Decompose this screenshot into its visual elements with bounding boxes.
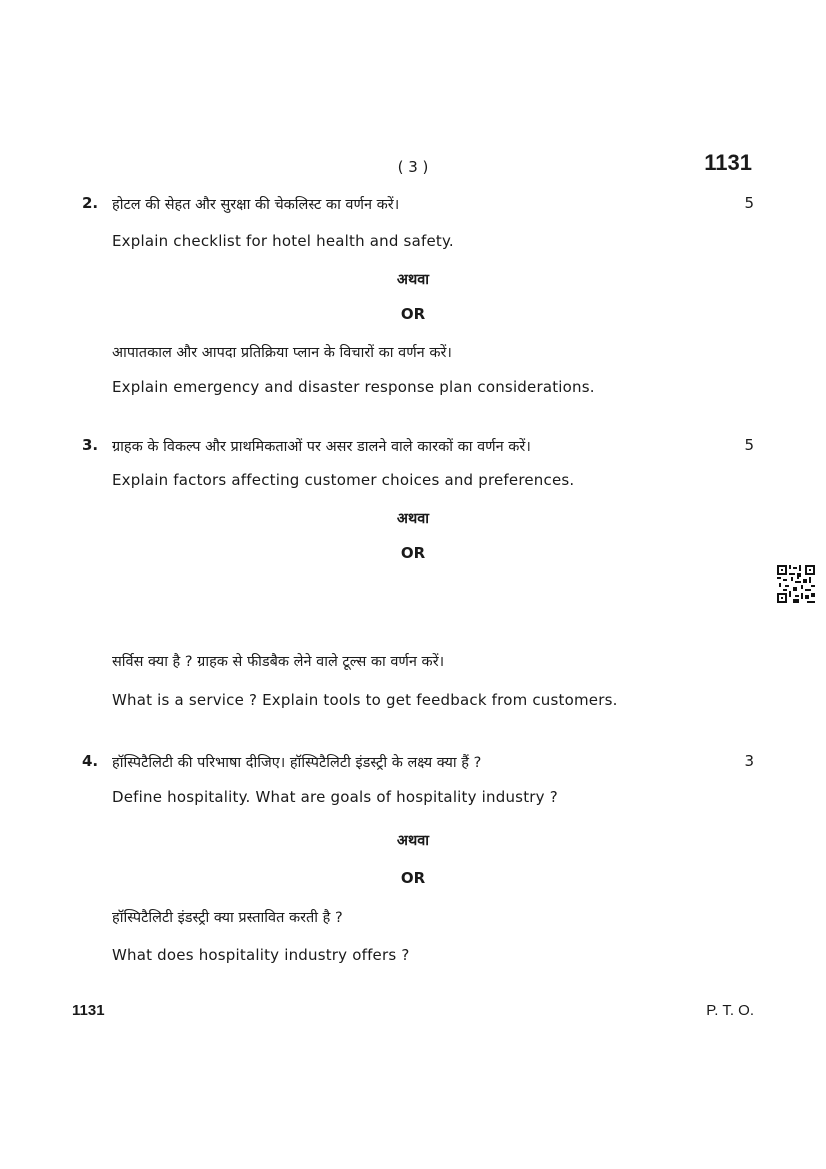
alternative-text-hindi: हॉस्पिटैलिटी इंडस्ट्री क्या प्रस्तावित करती है ? bbox=[112, 910, 343, 926]
or-hindi: अथवा bbox=[396, 272, 430, 288]
question-text-english: Explain factors affecting customer choices and preferences. bbox=[112, 471, 575, 489]
question-text-english: Explain checklist for hotel health and safety. bbox=[112, 232, 454, 250]
question-text-english: Define hospitality. What are goals of hospitality industry ? bbox=[112, 788, 558, 806]
question-marks: 5 bbox=[744, 194, 754, 212]
page-number: ( 3 ) bbox=[397, 158, 429, 176]
or-hindi: अथवा bbox=[396, 833, 430, 849]
alternative-text-hindi: आपातकाल और आपदा प्रतिक्रिया प्लान के विचारों का वर्णन करें। bbox=[112, 345, 452, 361]
paper-code-header: 1131 bbox=[704, 150, 752, 175]
question-marks: 3 bbox=[744, 752, 754, 770]
question-number: 2. bbox=[82, 194, 99, 212]
question-text-hindi: ग्राहक के विकल्प और प्राथमिकताओं पर असर डालने वाले कारकों का वर्णन करें। bbox=[112, 439, 531, 455]
alternative-text-english: Explain emergency and disaster response plan considerations. bbox=[112, 378, 595, 396]
qr-code bbox=[777, 565, 815, 603]
or-hindi: अथवा bbox=[396, 511, 430, 527]
question-number: 3. bbox=[82, 436, 99, 454]
question-text-hindi: हॉस्पिटैलिटी की परिभाषा दीजिए। हॉस्पिटैलिटी इंडस्ट्री के लक्ष्य क्या हैं ? bbox=[112, 755, 482, 771]
paper-code-footer: 1131 bbox=[72, 1002, 105, 1019]
question-number: 4. bbox=[82, 752, 99, 770]
question-marks: 5 bbox=[744, 436, 754, 454]
or-english: OR bbox=[400, 305, 426, 323]
question-text-hindi: होटल की सेहत और सुरक्षा की चेकलिस्ट का वर्णन करें। bbox=[112, 197, 400, 213]
or-english: OR bbox=[400, 544, 426, 562]
pto-label: P. T. O. bbox=[706, 1002, 754, 1019]
or-english: OR bbox=[400, 869, 426, 887]
alternative-text-english: What is a service ? Explain tools to get feedback from customers. bbox=[112, 691, 618, 709]
alternative-text-english: What does hospitality industry offers ? bbox=[112, 946, 410, 964]
alternative-text-hindi: सर्विस क्या है ? ग्राहक से फीडबैक लेने वाले टूल्स का वर्णन करें। bbox=[112, 654, 445, 670]
